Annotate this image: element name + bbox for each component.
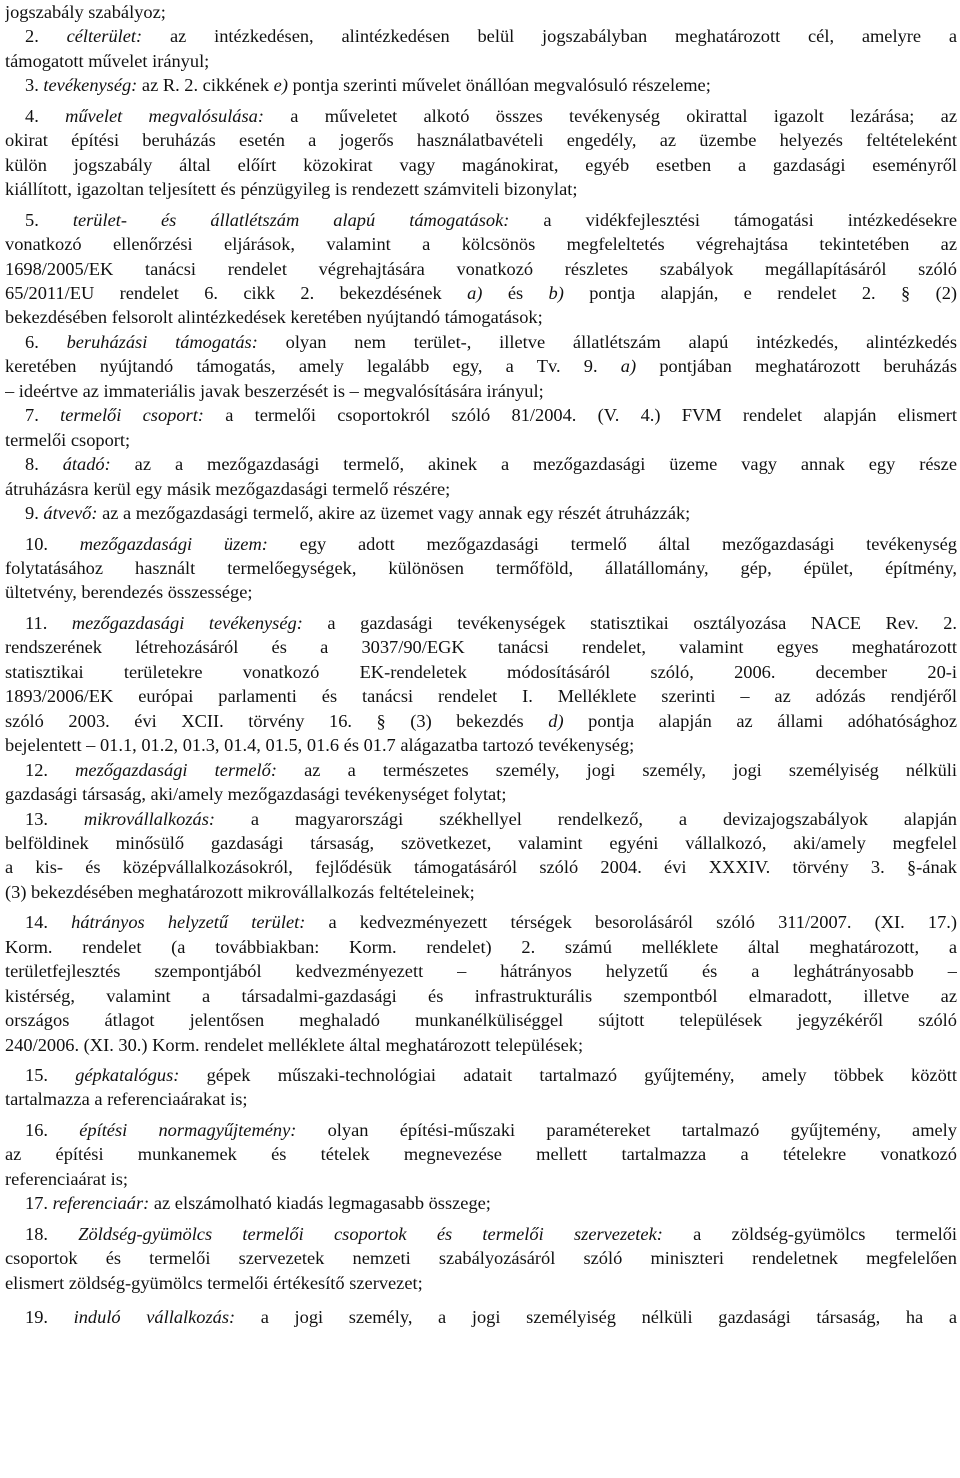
text-run: – ideértve az immateriális javak beszerzését is – megvalósítására irányul; xyxy=(5,380,544,401)
text-run: 14. xyxy=(25,912,72,933)
italic-term: hátrányos helyzetű terület: xyxy=(71,912,306,933)
text-line xyxy=(5,935,957,959)
text-line xyxy=(5,1033,957,1057)
text-line xyxy=(5,1142,957,1166)
text-run: 9. xyxy=(25,503,44,524)
text-run: bekezdésében felsorolt alintézkedések keretében nyújtandó támogatások; xyxy=(5,307,543,328)
text-line xyxy=(5,257,957,281)
text-run: 65/2011/EU rendelet 6. cikk 2. bekezdésének xyxy=(5,282,468,303)
text-line xyxy=(5,910,957,934)
text-line xyxy=(5,635,957,659)
text-line xyxy=(5,1167,957,1191)
text-run: külön jogszabály által előírt közokirat vagy magánokirat, egyéb esetben a gazdasági eseményről xyxy=(5,154,957,175)
italic-term: termelői csoport: xyxy=(60,405,204,426)
text-run: kiállított, igazoltan teljesített és pénzügyileg is rendezett számviteli bizonylat; xyxy=(5,179,578,200)
text-line xyxy=(5,104,957,128)
italic-term: átvevő: xyxy=(43,503,98,524)
text-line xyxy=(5,208,957,232)
text-run: gépek műszaki-technológiai adatait tartalmazó gyűjtemény, amely többek között xyxy=(179,1065,957,1086)
text-run: olyan építési-műszaki paramétereket tartalmazó gyűjtemény, amely xyxy=(296,1119,957,1140)
text-line xyxy=(5,403,957,427)
text-line xyxy=(5,660,957,684)
text-run: keretében nyújtandó támogatás, amely legalább egy, a Tv. 9. xyxy=(5,356,621,377)
text-line xyxy=(5,880,957,904)
text-line xyxy=(5,177,957,201)
italic-term: mikrovállalkozás: xyxy=(83,808,215,829)
text-run: és xyxy=(482,282,549,303)
text-run: egy adott mezőgazdasági termelő által mezőgazdasági tevékenység xyxy=(267,533,957,554)
paragraph-gap xyxy=(5,1295,957,1305)
text-line xyxy=(5,428,957,452)
text-run: a termelői csoportokról szóló 81/2004. (V. 4.) FVM rendelet alapján elismert xyxy=(203,405,957,426)
text-run: pontja alapján az állami adóhatósághoz xyxy=(563,710,957,731)
text-run: 2. xyxy=(25,26,67,47)
text-run: a jogi személy, a jogi személyiség nélküli gazdasági társaság, ha a xyxy=(235,1307,957,1328)
text-run: az R. 2. cikkének xyxy=(137,75,274,96)
text-run: országos átlagot jelentősen meghaladó munkanélküliséggel sújtott települések jegyzékéről szóló xyxy=(5,1010,957,1031)
text-run: 8. xyxy=(25,454,63,475)
text-line xyxy=(5,1118,957,1142)
text-line xyxy=(5,1063,957,1087)
italic-term: e) xyxy=(273,75,288,96)
text-run: a magyarországi székhellyel rendelkező, a devizajogszabályok alapján xyxy=(215,808,957,829)
italic-term: terület- és állatlétszám alapú támogatások: xyxy=(72,209,510,230)
text-run: 4. xyxy=(25,105,66,126)
text-run: 12. xyxy=(25,759,76,780)
text-run: 15. xyxy=(25,1065,76,1086)
text-run: 1698/2005/EK tanácsi rendelet végrehajtására vonatkozó részletes szabályok megállapításáról szóló xyxy=(5,258,957,279)
text-line xyxy=(5,232,957,256)
italic-term: a) xyxy=(467,282,483,303)
text-line xyxy=(5,984,957,1008)
text-line xyxy=(5,1305,957,1329)
text-line xyxy=(5,24,957,48)
text-line xyxy=(5,959,957,983)
text-run: (3) bekezdésében meghatározott mikrovállalkozás feltételeinek; xyxy=(5,881,475,902)
text-run: 240/2006. (XI. 30.) Korm. rendelet melléklete által meghatározott települések; xyxy=(5,1034,584,1055)
italic-term: referenciaár: xyxy=(52,1193,150,1214)
text-run: az elszámolható kiadás legmagasabb összege; xyxy=(149,1193,491,1214)
text-run: a kedvezményezett térségek besorolásáról szóló 311/2007. (XI. 17.) xyxy=(305,912,957,933)
text-run: a zöldség-gyümölcs termelői xyxy=(662,1223,957,1244)
italic-term: mezőgazdasági termelő: xyxy=(75,759,277,780)
text-line xyxy=(5,477,957,501)
italic-term: d) xyxy=(548,710,564,731)
text-run: a gazdasági tevékenységek statisztikai osztályozása NACE Rev. 2. xyxy=(302,612,957,633)
text-line xyxy=(5,281,957,305)
text-run: 18. xyxy=(25,1223,79,1244)
text-line xyxy=(5,501,957,525)
text-run: 10. xyxy=(25,533,80,554)
text-run: elismert zöldség-gyümölcs termelői értékesítő szervezet; xyxy=(5,1272,423,1293)
text-run: 5. xyxy=(25,209,73,230)
text-run: rendszerének létrehozásáról és a 3037/90/EGK tanácsi rendelet, valamint egyes meghatározott xyxy=(5,637,957,658)
text-line xyxy=(5,831,957,855)
italic-term: mezőgazdasági tevékenység: xyxy=(71,612,303,633)
text-line xyxy=(5,556,957,580)
text-run: gazdasági társaság, aki/amely mezőgazdasági tevékenységet folytat; xyxy=(5,784,507,805)
text-run: vonatkozó ellenőrzési eljárások, valamint a kölcsönös megfeleltetés végrehajtása tekintetében az xyxy=(5,234,957,255)
text-run: bejelentett – 01.1, 01.2, 01.3, 01.4, 01.5, 01.6 és 01.7 alágazatba tartozó tevékenység; xyxy=(5,735,635,756)
text-line xyxy=(5,330,957,354)
text-run: 3. xyxy=(25,75,44,96)
text-run: 1893/2006/EK európai parlamenti és tanácsi rendelet I. Melléklete szerinti – az adózás rendjéről xyxy=(5,686,957,707)
text-line xyxy=(5,855,957,879)
text-line xyxy=(5,807,957,831)
italic-term: építési normagyűjtemény: xyxy=(79,1119,297,1140)
text-run: kistérség, valamint a társadalmi-gazdasági és infrastrukturális szempontból elmaradott, illetve az xyxy=(5,985,957,1006)
text-run: tartalmazza a referenciaárakat is; xyxy=(5,1089,248,1110)
text-line xyxy=(5,684,957,708)
text-run: 17. xyxy=(25,1193,53,1214)
text-line xyxy=(5,1087,957,1111)
text-run: pontja alapján, e rendelet 2. § (2) xyxy=(563,282,957,303)
text-run: jogszabály szabályoz; xyxy=(5,2,166,22)
text-run: 13. xyxy=(25,808,84,829)
italic-term: Zöldség-gyümölcs termelői csoportok és termelői szervezetek: xyxy=(78,1223,663,1244)
text-run: olyan nem terület-, illetve állatlétszám alapú intézkedés, alintézkedés xyxy=(257,331,957,352)
text-run: referenciaárat is; xyxy=(5,1168,129,1189)
text-line xyxy=(5,49,957,73)
text-run: átruházásra kerül egy másik mezőgazdasági termelő részére; xyxy=(5,478,451,499)
text-run: területfejlesztés szempontjából kedvezményezett – hátrányos helyzetű és a leghátrányosabb – xyxy=(5,961,957,982)
text-run: a műveletet alkotó összes tevékenység okirattal igazolt lezárása; az xyxy=(263,105,957,126)
text-run: az építési munkanemek és tételek megnevezése mellett tartalmazza a tételekre vonatkozó xyxy=(5,1144,957,1165)
text-run: a kis- és középvállalkozásokról, fejlődésük támogatásáról szóló 2004. évi XXXIV. törvény 3. §-ának xyxy=(5,857,957,878)
text-line xyxy=(5,1271,957,1295)
text-line xyxy=(5,733,957,757)
text-run: statisztikai területekre vonatkozó EK-rendeletek módosításáról szóló, 2006. december 20-i xyxy=(5,661,957,682)
text-line xyxy=(5,0,957,24)
text-line xyxy=(5,758,957,782)
text-line xyxy=(5,1008,957,1032)
text-run: az a mezőgazdasági termelő, akinek a mezőgazdasági üzeme vagy annak egy része xyxy=(110,454,957,475)
text-run: az a természetes személy, jogi személy, jogi személyiség nélküli xyxy=(276,759,957,780)
text-line xyxy=(5,1246,957,1270)
text-run: a vidékfejlesztési támogatási intézkedésekre xyxy=(509,209,957,230)
text-line xyxy=(5,153,957,177)
text-line xyxy=(5,1191,957,1215)
text-line xyxy=(5,782,957,806)
italic-term: tevékenység: xyxy=(43,75,138,96)
italic-term: gépkatalógus: xyxy=(75,1065,180,1086)
italic-term: művelet megvalósulása: xyxy=(65,105,264,126)
italic-term: mezőgazdasági üzem: xyxy=(79,533,268,554)
text-run: ültetvény, berendezés összessége; xyxy=(5,582,253,603)
text-run: az intézkedésen, alintézkedésen belül jogszabályban meghatározott cél, amelyre a xyxy=(142,26,957,47)
text-run: csoportok és termelői szervezetek nemzeti szabályozásáról szóló miniszteri rendeletnek megfelelően xyxy=(5,1248,957,1269)
italic-term: induló vállalkozás: xyxy=(73,1307,236,1328)
text-run: szóló 2003. évi XCII. törvény 16. § (3) bekezdés xyxy=(5,710,549,731)
text-run: belföldinek minősülő gazdasági társaság, szövetkezet, valamint egyéni vállalkozó, aki/amely megfelel xyxy=(5,832,957,853)
text-run: Korm. rendelet (a továbbiakban: Korm. rendelet) 2. számú melléklete által meghatározott, a xyxy=(5,936,957,957)
text-line xyxy=(5,580,957,604)
text-line xyxy=(5,305,957,329)
text-line xyxy=(5,354,957,378)
text-run: 19. xyxy=(25,1307,74,1328)
text-line xyxy=(5,1222,957,1246)
text-line xyxy=(5,532,957,556)
text-line xyxy=(5,611,957,635)
text-line xyxy=(5,709,957,733)
italic-term: átadó: xyxy=(62,454,111,475)
text-run: termelői csoport; xyxy=(5,429,131,450)
text-run: 7. xyxy=(25,405,61,426)
text-run: 11. xyxy=(25,612,72,633)
text-run: az a mezőgazdasági termelő, akire az üzemet vagy annak egy részét átruházzák; xyxy=(97,503,691,524)
text-line xyxy=(5,452,957,476)
italic-term: beruházási támogatás: xyxy=(66,331,258,352)
text-line xyxy=(5,128,957,152)
italic-term: célterület: xyxy=(66,26,143,47)
text-run: pontja szerinti művelet önállóan megvalósuló részeleme; xyxy=(287,75,711,96)
text-run: támogatott művelet irányul; xyxy=(5,50,210,71)
text-line xyxy=(5,379,957,403)
italic-term: b) xyxy=(548,282,564,303)
text-run: 6. xyxy=(25,331,67,352)
italic-term: a) xyxy=(620,356,637,377)
text-run: 16. xyxy=(25,1119,80,1140)
text-run: pontjában meghatározott beruházás xyxy=(636,356,957,377)
text-run: folytatásához használt termelőegységek, különösen termőföld, állatállomány, gép, épület, építmény, xyxy=(5,557,957,578)
text-run: okirat építési beruházás esetén a jogerős használatbavételi engedély, az üzembe helyezés feltételeként xyxy=(5,130,957,151)
text-line xyxy=(5,73,957,97)
